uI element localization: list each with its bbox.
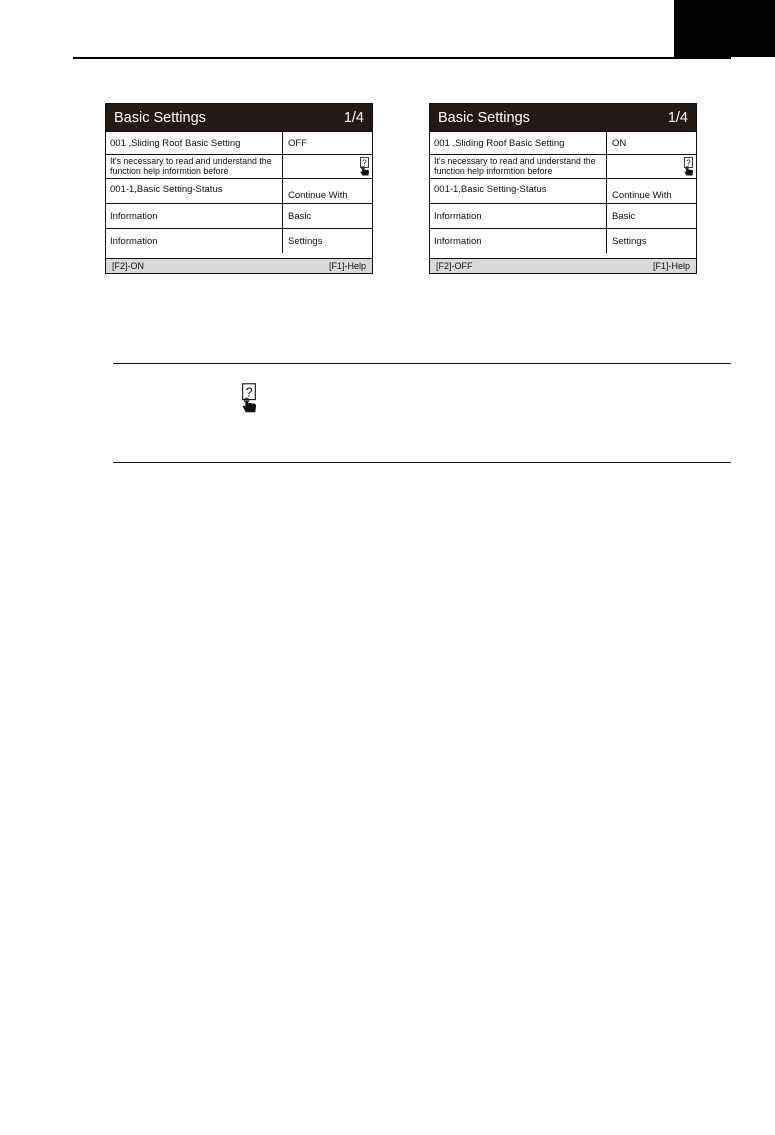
row-value: ON [612,137,627,149]
row-value: Settings [612,235,647,247]
page-indicator: 1/4 [343,109,364,126]
note-top-rule [113,363,731,364]
help-touch-icon[interactable] [359,157,370,176]
row-value: Continue With [612,190,672,201]
panel-title: Basic Settings [438,109,530,126]
settings-row[interactable] [430,203,696,228]
row-label: 001 ,Sliding Roof Basic Setting [430,132,607,154]
settings-row[interactable] [430,131,696,154]
settings-row[interactable] [106,131,372,154]
f1-help-hint[interactable]: [F1]-Help [652,261,690,271]
svg-text:?: ? [362,158,367,168]
row-label: Information [430,204,607,228]
row-label: It's necessary to read and understand the function help informtion before [430,155,607,178]
basic-settings-panel-off [105,103,373,274]
header-rule [73,57,731,59]
row-label: 001-1,Basic Setting-Status [430,179,607,203]
row-label: Information [430,229,607,253]
row-value: OFF [288,137,307,149]
settings-row[interactable] [430,154,696,178]
panel-title: Basic Settings [114,109,206,126]
row-label: It's necessary to read and understand the function help informtion before [106,155,283,178]
row-value: Basic [612,210,636,222]
settings-row[interactable] [106,154,372,178]
row-label: 001 ,Sliding Roof Basic Setting [106,132,283,154]
panel-footer [106,258,372,273]
settings-row[interactable] [106,178,372,203]
settings-row[interactable] [106,228,372,253]
help-touch-icon[interactable] [683,157,694,176]
page-indicator: 1/4 [667,109,688,126]
row-value: Basic [288,210,312,222]
panel-header [430,104,696,131]
settings-row[interactable] [430,178,696,203]
panel-header [106,104,372,131]
basic-settings-panel-on [429,103,697,274]
panel-footer [430,258,696,273]
svg-text:?: ? [245,385,253,400]
f1-help-hint[interactable]: [F1]-Help [328,261,366,271]
f2-key-hint[interactable]: [F2]-OFF [436,261,473,271]
help-touch-icon [240,383,258,413]
row-label: Information [106,204,283,228]
settings-row[interactable] [430,228,696,253]
f2-key-hint[interactable]: [F2]-ON [112,261,145,271]
row-label: 001-1,Basic Setting-Status [106,179,283,203]
note-bottom-rule [113,462,731,463]
row-label: Information [106,229,283,253]
row-value: Settings [288,235,323,247]
corner-tab [674,0,775,57]
settings-row[interactable] [106,203,372,228]
help-cell[interactable] [283,155,372,178]
row-value: Continue With [288,190,348,201]
svg-text:?: ? [686,158,691,168]
help-cell[interactable] [607,155,696,178]
